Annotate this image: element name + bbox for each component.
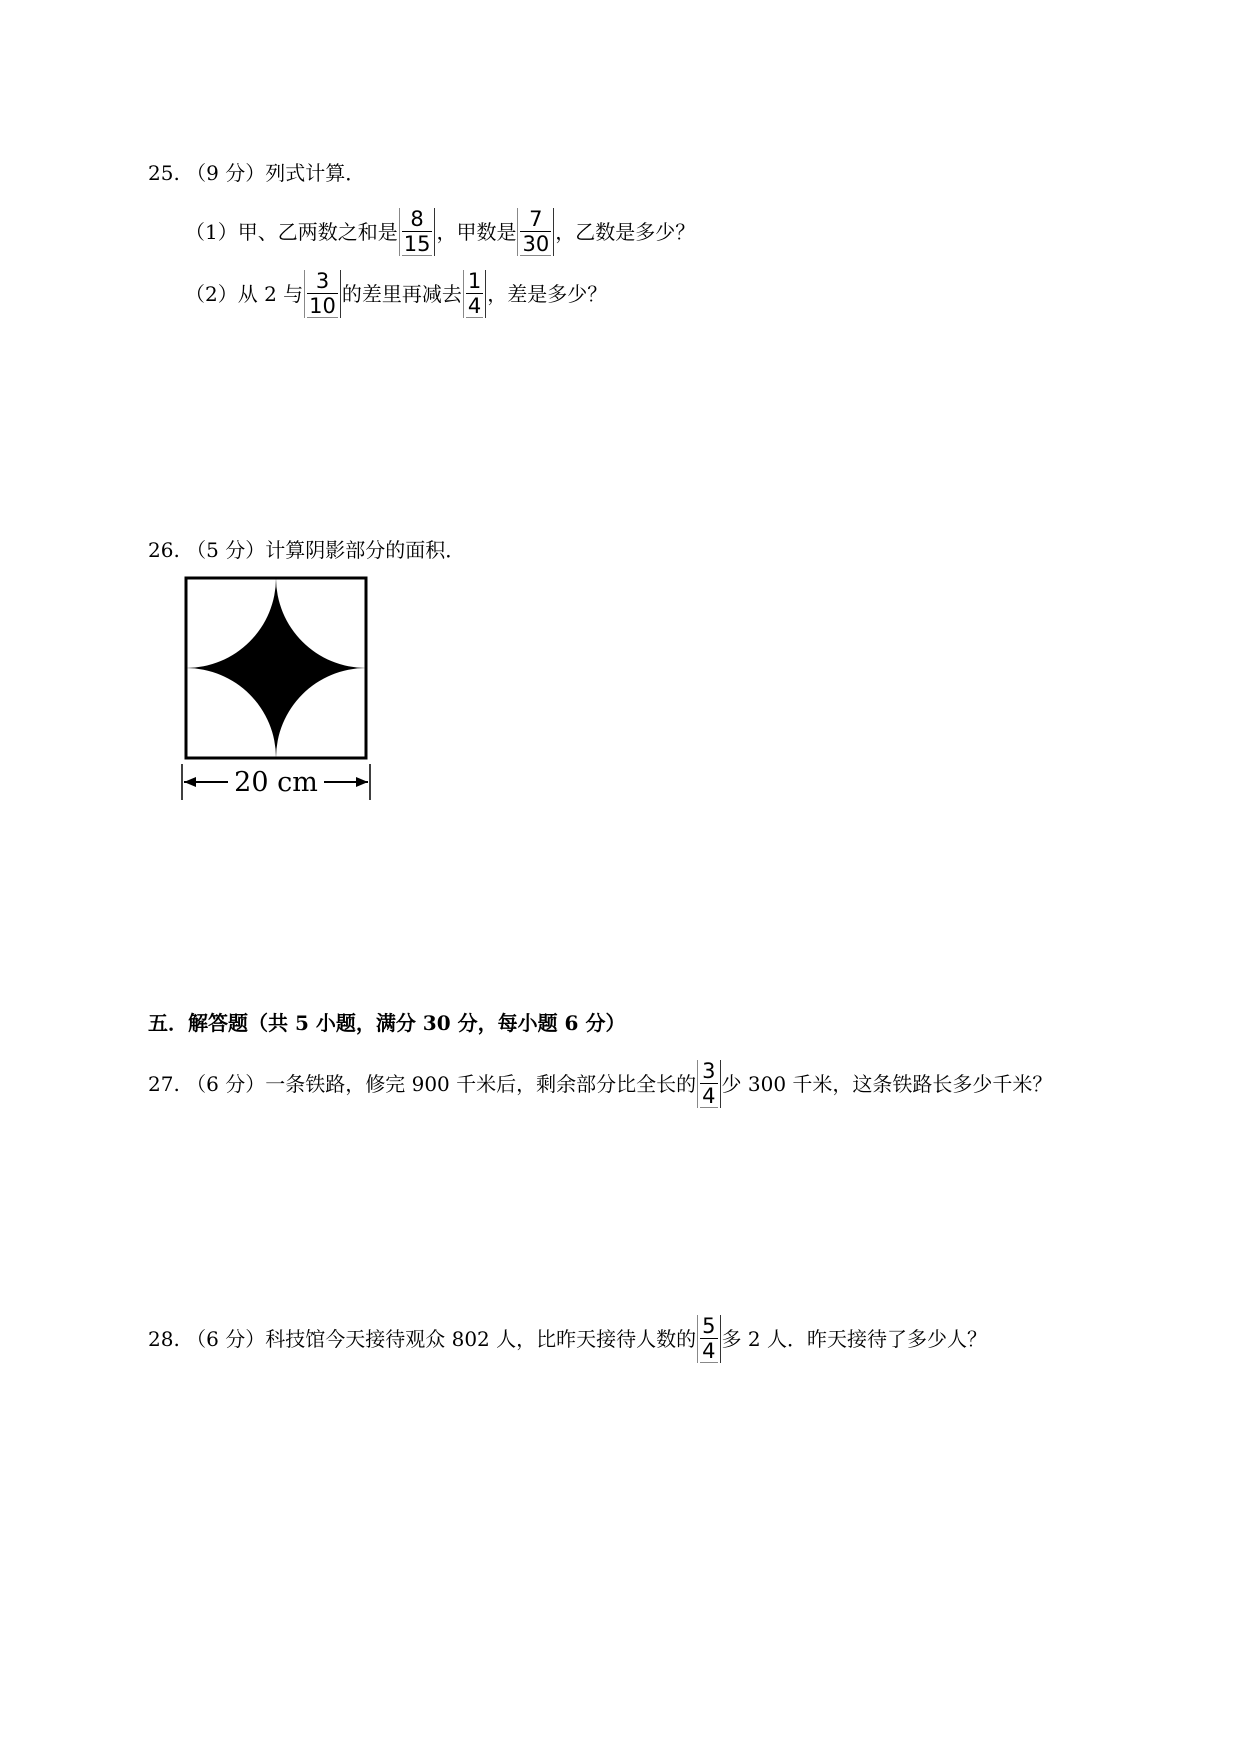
fraction-3-10: [304, 270, 341, 318]
fraction-7-30: [517, 208, 554, 256]
fraction-1-4: [463, 270, 486, 318]
question-25-part-2: [185, 270, 607, 318]
question-25-text: 25. （9 分）列式计算．: [148, 161, 366, 185]
q27-text-b: 少 300 千米，这条铁路长多少千米？: [721, 1072, 1053, 1097]
question-26-heading: [148, 540, 465, 560]
fraction-numerator: 8: [410, 207, 424, 231]
section-5-title: [148, 1013, 625, 1033]
fraction-8-15: [399, 208, 436, 256]
arrow-right-icon: [356, 777, 368, 787]
fraction-denominator: 15: [403, 232, 431, 257]
fraction-numerator: 1: [467, 269, 482, 293]
shaded-star-diagram: [178, 574, 374, 802]
q25-part2-text-c: ，差是多少？: [487, 282, 608, 307]
fraction-numerator: 7: [529, 207, 543, 231]
section-5-title-text: 五．解答题（共 5 小题，满分 30 分，每小题 6 分）: [148, 1011, 626, 1035]
fraction-denominator: 30: [522, 232, 550, 257]
question-25-heading: [148, 163, 365, 183]
q25-part1-text-b: ，甲数是: [436, 220, 517, 245]
fraction-3-4: [697, 1060, 720, 1108]
question-27: [148, 1060, 1052, 1108]
question-25-part-1: [185, 208, 695, 256]
fraction-5-4: [697, 1315, 720, 1363]
fraction-denominator: 4: [467, 294, 482, 319]
fraction-numerator: 3: [702, 1059, 716, 1083]
q25-part2-text-b: 的差里再减去: [341, 282, 462, 307]
shaded-area-figure: [178, 574, 374, 802]
fraction-denominator: 10: [309, 294, 336, 319]
arrow-left-icon: [184, 777, 196, 787]
fraction-numerator: 3: [315, 269, 330, 293]
q25-part1-text-a: （1）甲、乙两数之和是: [185, 220, 398, 245]
figure-dimension-label: 20 cm: [234, 767, 318, 798]
q28-text-a: 28. （6 分）科技馆今天接待观众 802 人，比昨天接待人数的: [148, 1327, 697, 1352]
q25-part2-text-a: （2）从 2 与: [185, 282, 304, 307]
fraction-numerator: 5: [702, 1314, 716, 1338]
q27-text-a: 27. （6 分）一条铁路，修完 900 千米后，剩余部分比全长的: [148, 1072, 697, 1097]
question-28: [148, 1315, 987, 1363]
question-26-text: 26. （5 分）计算阴影部分的面积．: [148, 538, 466, 562]
fraction-denominator: 4: [702, 1339, 716, 1364]
q28-text-b: 多 2 人．昨天接待了多少人？: [721, 1327, 987, 1352]
q25-part1-text-c: ，乙数是多少？: [555, 220, 696, 245]
fraction-denominator: 4: [702, 1084, 716, 1109]
